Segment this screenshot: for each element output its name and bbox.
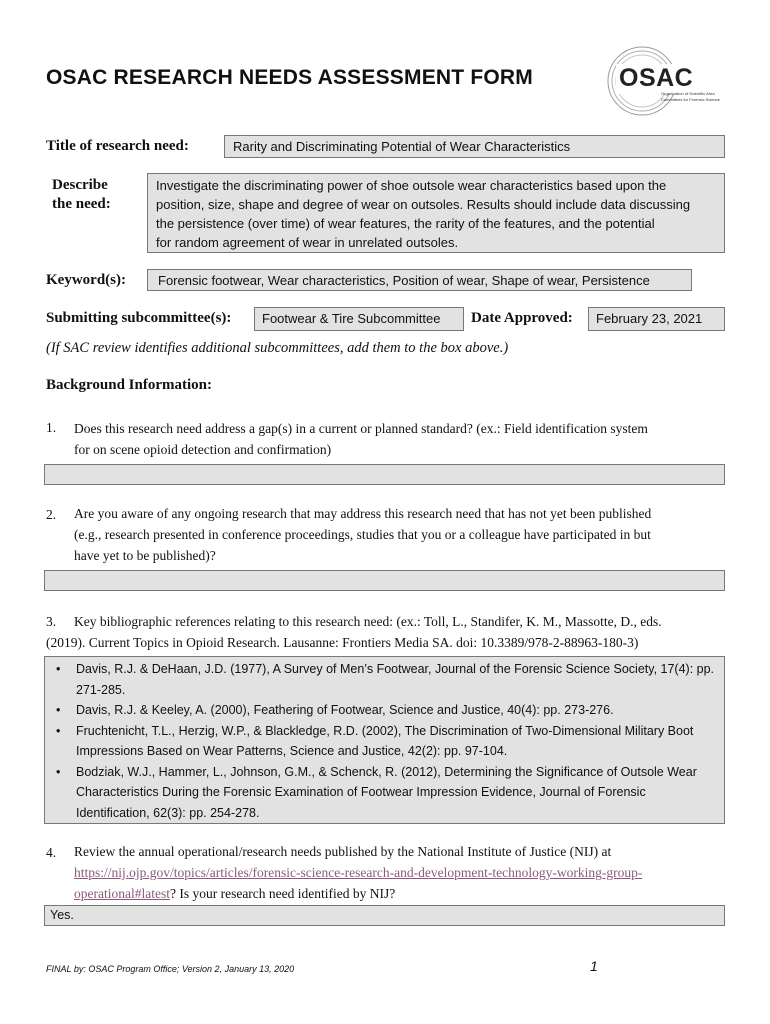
- q4-tail: ? Is your research need identified by NIJ?: [169, 886, 396, 901]
- ref-4-line-2: Characteristics During the Forensic Examination of Footwear Impression Evidence, Journal of Forensic: [76, 785, 646, 799]
- keywords-field[interactable]: [147, 269, 692, 291]
- ref-4-line-1: Bodziak, W.J., Hammer, L., Johnson, G.M., & Schenck, R. (2012), Determining the Significance of Outsole Wear: [76, 764, 697, 779]
- title-label: Title of research need:: [46, 138, 189, 154]
- q3-line-1-text: Key bibliographic references relating to this research need: (ex.: Toll, L., Standifer, K. M., Massotte, D., eds.: [74, 614, 662, 629]
- date-value: February 23, 2021: [596, 311, 703, 326]
- subcommittee-label: Submitting subcommittee(s):: [46, 310, 232, 326]
- q3-number: 3.: [46, 614, 57, 629]
- q4-line-1: Review the annual operational/research needs published by the National Institute of Justice (NIJ) at: [74, 844, 612, 859]
- date-label: Date Approved:: [471, 310, 573, 326]
- q3-text: [46, 611, 662, 653]
- references-list: [49, 659, 720, 823]
- list-item: [49, 659, 720, 700]
- describe-label-line-1: Describe: [52, 177, 108, 193]
- q2-line-2: (e.g., research presented in conference proceedings, studies that you or a colleague have participated in but: [74, 527, 651, 542]
- list-item: [49, 721, 720, 762]
- describe-line-2: position, size, shape and degree of wear on outsoles. Results should include data discussing: [156, 197, 691, 212]
- q3-line-2: (2019). Current Topics in Opioid Research. Lausanne: Frontiers Media SA. doi: 10.3389/978-2-88963-180-3): [46, 635, 639, 650]
- title-value: Rarity and Discriminating Potential of Wear Characteristics: [233, 139, 571, 154]
- q1-line-1: Does this research need address a gap(s) in a current or planned standard? (ex.: Field identification system: [74, 421, 648, 436]
- describe-label: [52, 176, 111, 214]
- ref-1-line-1: Davis, R.J. & DeHaan, J.D. (1977), A Survey of Men’s Footwear, Journal of the Forensic Science Society, 17(4): pp.: [76, 662, 715, 676]
- bullet-icon: •: [56, 662, 61, 676]
- q4-text: [74, 841, 642, 904]
- list-item: [49, 762, 720, 824]
- date-field[interactable]: [588, 307, 725, 331]
- bullet-icon: •: [56, 764, 61, 779]
- logo-text: OSAC: [619, 64, 694, 92]
- q4-answer-field[interactable]: [44, 905, 725, 926]
- q1-answer-field[interactable]: [44, 464, 725, 485]
- q1-text: [74, 418, 648, 460]
- q2-answer-field[interactable]: [44, 570, 725, 591]
- nij-link[interactable]: https://nij.ojp.gov/topics/articles/forensic-science-research-and-development-technology-working-group-: [74, 865, 643, 880]
- bullet-icon: •: [56, 703, 61, 717]
- ref-3-line-1: Fruchtenicht, T.L., Herzig, W.P., & Blackledge, R.D. (2002), The Discrimination of Two-Dimensional Military Boot: [76, 723, 694, 738]
- q4-line-3: [74, 883, 642, 904]
- ref-4-line-3: Identification, 62(3): pp. 254-278.: [76, 805, 260, 820]
- ref-1-line-2: 271-285.: [76, 682, 126, 697]
- bullet-icon: •: [56, 723, 61, 738]
- q1-number: 1.: [46, 420, 57, 435]
- describe-line-3: the persistence (over time) of wear features, the rarity of the features, and the potential: [156, 216, 655, 231]
- q2-line-1: Are you aware of any ongoing research that may address this research need that has not yet been published: [74, 506, 652, 521]
- q1-line-2: for on scene opioid detection and confirmation): [74, 442, 332, 457]
- references-field[interactable]: [44, 656, 725, 824]
- describe-label-line-2: the need:: [52, 196, 111, 212]
- q4-number: 4.: [46, 845, 57, 860]
- q2-text: [74, 503, 651, 566]
- subcommittee-field[interactable]: [254, 307, 464, 331]
- page-title: OSAC RESEARCH NEEDS ASSESSMENT FORM: [46, 66, 533, 89]
- ref-3-line-2: Impressions Based on Wear Patterns, Science and Justice, 42(2): pp. 97-104.: [76, 744, 508, 758]
- q4-answer-value: Yes.: [50, 908, 74, 922]
- page-number: 1: [590, 958, 598, 974]
- logo-subtext-1: Organization of Scientific Area: [661, 91, 715, 96]
- describe-line-4: for random agreement of wear in unrelated outsoles.: [156, 235, 459, 250]
- sac-note: (If SAC review identifies additional subcommittees, add them to the box above.): [46, 340, 509, 356]
- ref-2-line-1: Davis, R.J. & Keeley, A. (2000), Feathering of Footwear, Science and Justice, 40(4): pp. 273-276.: [76, 703, 614, 717]
- background-heading: Background Information:: [46, 377, 212, 393]
- subcommittee-value: Footwear & Tire Subcommittee: [262, 311, 441, 326]
- footer-note: FINAL by: OSAC Program Office; Version 2, January 13, 2020: [46, 964, 295, 974]
- logo-subtext-2: Committees for Forensic Science: [661, 97, 720, 102]
- q4-line-2: [74, 862, 642, 883]
- describe-field[interactable]: [147, 173, 725, 253]
- q2-number: 2.: [46, 507, 57, 522]
- list-item: [49, 700, 720, 721]
- q2-line-3: have yet to be published)?: [74, 548, 216, 563]
- osac-logo: [604, 44, 732, 118]
- keywords-label: Keyword(s):: [46, 272, 126, 288]
- title-field[interactable]: [224, 135, 725, 158]
- nij-link-continued[interactable]: operational#latest: [74, 886, 170, 901]
- keywords-value: Forensic footwear, Wear characteristics, Position of wear, Shape of wear, Persistence: [158, 273, 650, 288]
- describe-line-1: Investigate the discriminating power of shoe outsole wear characteristics based upon the: [156, 178, 667, 193]
- q3-line-1: [46, 611, 662, 632]
